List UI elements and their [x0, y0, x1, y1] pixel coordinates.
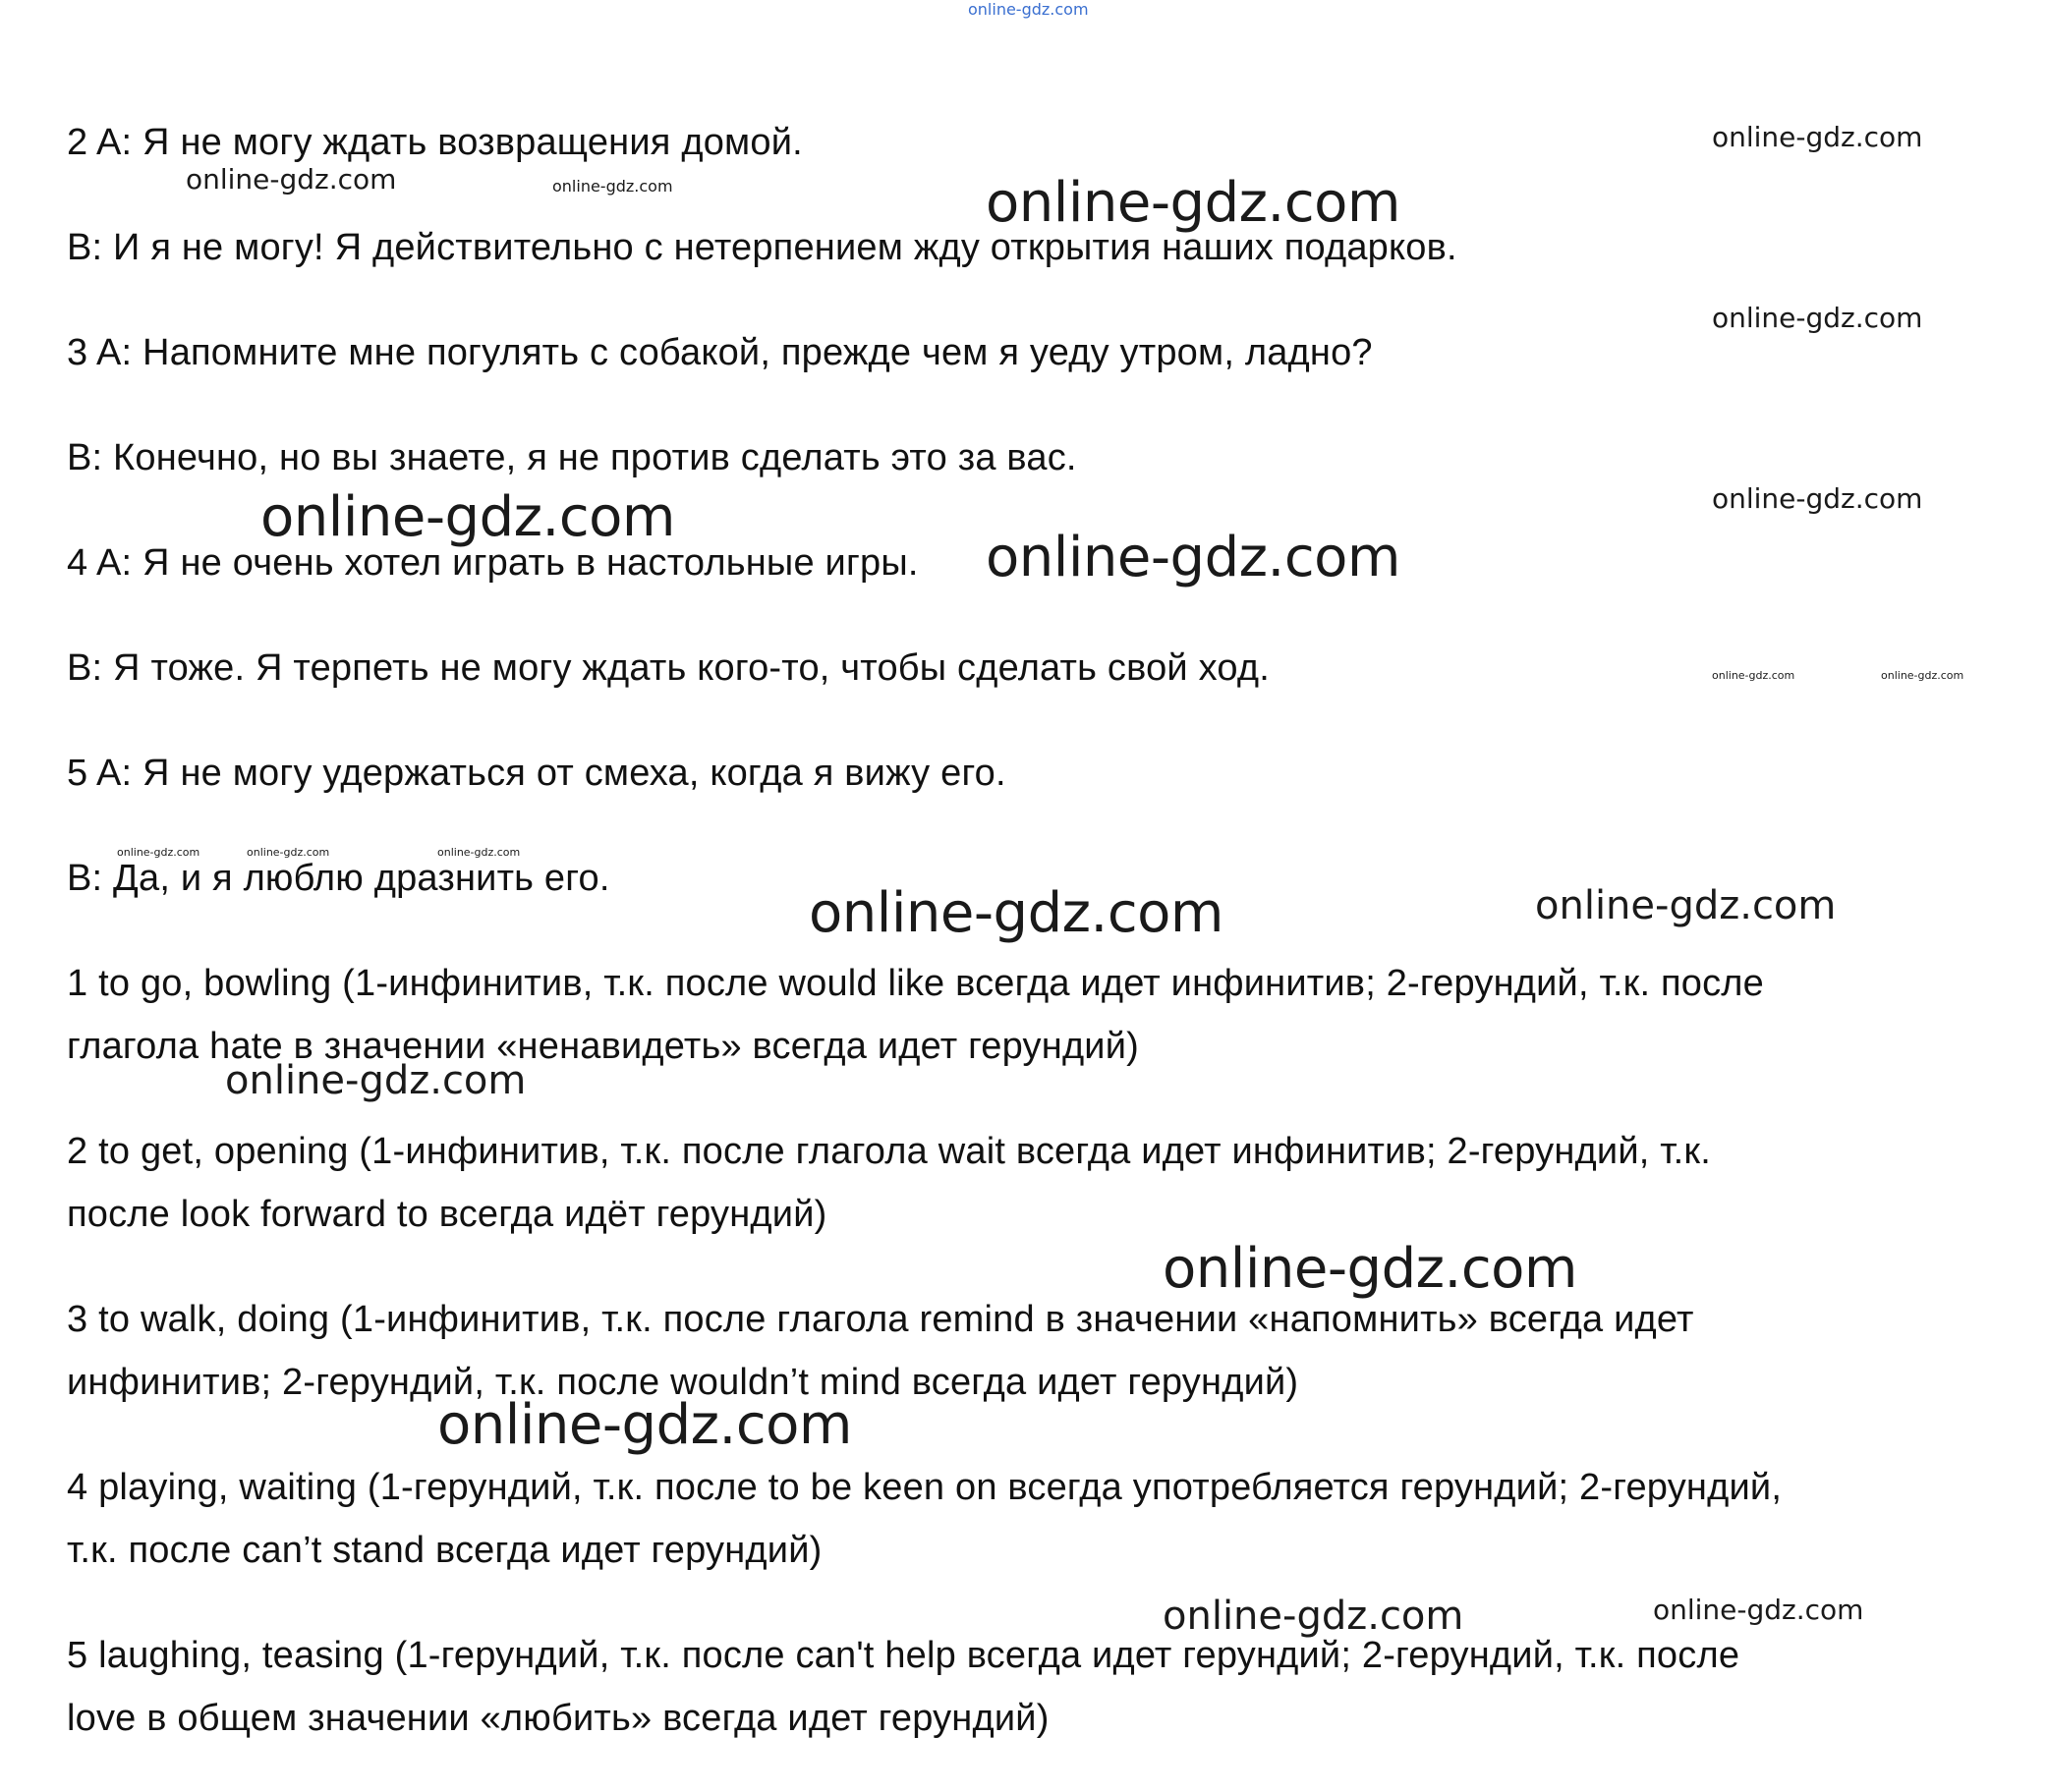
watermark: online-gdz.com: [986, 526, 1400, 589]
watermark: online-gdz.com: [1881, 669, 1964, 682]
watermark: online-gdz.com: [117, 846, 200, 859]
dialogue-line: B: Я тоже. Я терпеть не могу ждать кого-то, чтобы сделать свой ход.: [67, 647, 1271, 689]
watermark: online-gdz.com: [260, 485, 675, 549]
answer-line: 4 playing, waiting (1-герундий, т.к. после to be keen on всегда употребляется герундий; 2-герундий,: [67, 1467, 1783, 1508]
dialogue-line: B: Конечно, но вы знаете, я не против сделать это за вас.: [67, 437, 1077, 478]
watermark: online-gdz.com: [247, 846, 330, 859]
watermark: online-gdz.com: [552, 177, 673, 196]
watermark: online-gdz.com: [1535, 883, 1837, 928]
watermark: online-gdz.com: [986, 171, 1400, 235]
watermark: online-gdz.com: [809, 881, 1223, 945]
answer-line: 3 to walk, doing (1-инфинитив, т.к. после глагола remind в значении «напомнить» всегда идет: [67, 1299, 1694, 1340]
watermark: online-gdz.com: [1712, 121, 1923, 153]
dialogue-line: 2 A: Я не могу ждать возвращения домой.: [67, 122, 803, 163]
watermark: online-gdz.com: [186, 163, 397, 196]
answer-line: love в общем значении «любить» всегда идет герундий): [67, 1698, 1050, 1739]
dialogue-line: 4 A: Я не очень хотел играть в настольные игры.: [67, 542, 919, 584]
watermark: online-gdz.com: [1712, 482, 1923, 515]
watermark: online-gdz.com: [1712, 302, 1923, 334]
watermark-top: online-gdz.com: [968, 0, 1089, 19]
answer-line: 5 laughing, teasing (1-герундий, т.к. после can't help всегда идет герундий; 2-герундий, т.к. после: [67, 1635, 1740, 1676]
answer-line: инфинитив; 2-герундий, т.к. после wouldn’t mind всегда идет герундий): [67, 1362, 1299, 1403]
dialogue-line: B: Да, и я люблю дразнить его.: [67, 858, 610, 899]
watermark: online-gdz.com: [1712, 669, 1795, 682]
dialogue-line: 5 A: Я не могу удержаться от смеха, когда я вижу его.: [67, 753, 1006, 794]
dialogue-line: 3 A: Напомните мне погулять с собакой, прежде чем я уеду утром, ладно?: [67, 332, 1373, 373]
answer-line: глагола hate в значении «ненавидеть» всегда идет герундий): [67, 1026, 1140, 1067]
dialogue-line: B: И я не могу! Я действительно с нетерпением жду открытия наших подарков.: [67, 227, 1457, 268]
answer-line: т.к. после can’t stand всегда идет герундий): [67, 1530, 823, 1571]
watermark: online-gdz.com: [225, 1058, 527, 1103]
answer-line: 1 to go, bowling (1-инфинитив, т.к. после would like всегда идет инфинитив; 2-герундий, т.к. после: [67, 963, 1765, 1004]
watermark: online-gdz.com: [437, 846, 521, 859]
watermark: online-gdz.com: [1163, 1594, 1464, 1639]
answer-line: 2 to get, opening (1-инфинитив, т.к. после глагола wait всегда идет инфинитив; 2-герундий, т.к.: [67, 1131, 1712, 1172]
watermark: online-gdz.com: [437, 1393, 852, 1457]
answer-line: после look forward to всегда идёт герундий): [67, 1194, 827, 1235]
watermark: online-gdz.com: [1653, 1594, 1864, 1626]
watermark: online-gdz.com: [1163, 1237, 1577, 1301]
